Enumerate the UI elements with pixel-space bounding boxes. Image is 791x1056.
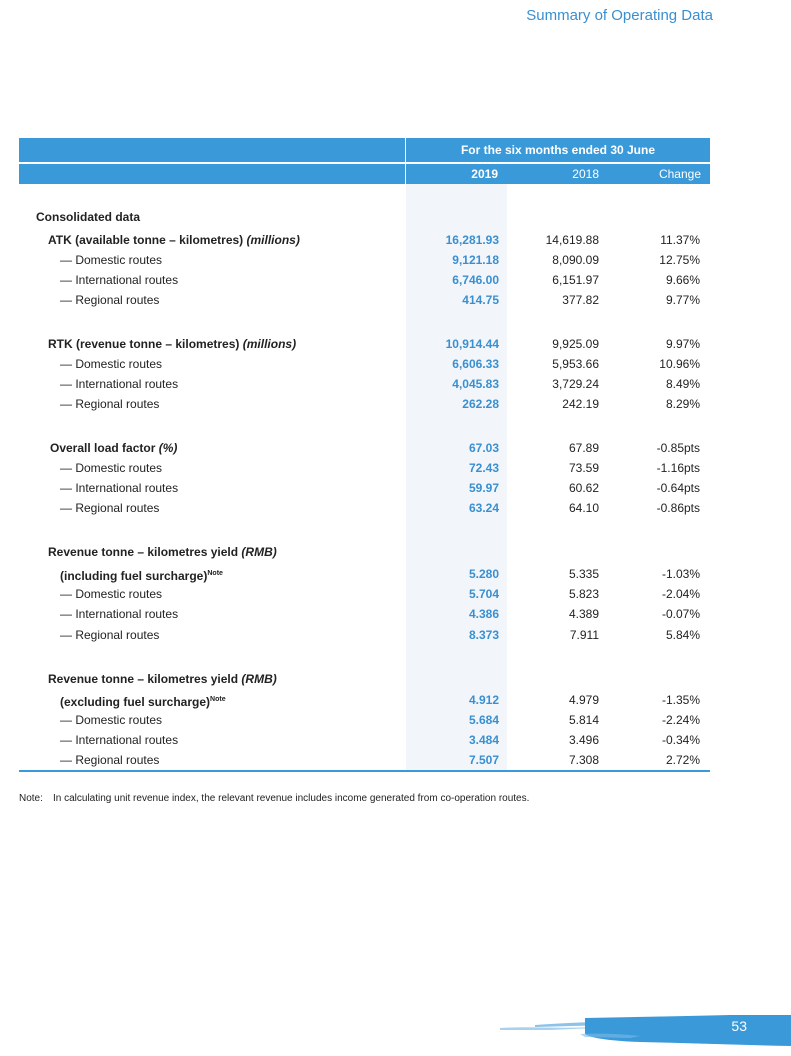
rtk-change: 9.97% <box>665 337 700 351</box>
value-change: 2.72% <box>665 753 700 767</box>
load-factor-row <box>0 439 791 457</box>
row-label: — Domestic routes <box>60 253 163 267</box>
row-label: — Regional routes <box>60 628 160 642</box>
table-row <box>0 479 791 497</box>
rtk-2019: 10,914.44 <box>445 337 499 351</box>
value-change: 12.75% <box>659 253 700 267</box>
value-2019: 72.43 <box>468 461 499 475</box>
table-row <box>0 355 791 373</box>
period-header: For the six months ended 30 June <box>460 143 656 157</box>
row-label: — Regional routes <box>60 293 160 307</box>
row-label: — International routes <box>60 733 179 747</box>
table-row <box>0 271 791 289</box>
row-label: — International routes <box>60 607 179 621</box>
yield-excl-label: Revenue tonne – kilometres yield (RMB) <box>48 672 277 686</box>
atk-2018: 14,619.88 <box>545 233 599 247</box>
yield-excl-row <box>0 691 791 709</box>
value-2019: 6,746.00 <box>452 273 499 287</box>
column-header-change: Change <box>658 167 701 181</box>
row-label: — Domestic routes <box>60 587 163 601</box>
atk-label: ATK (available tonne – kilometres) (millions) <box>48 233 300 247</box>
value-2019: 5.704 <box>468 587 499 601</box>
value-2019: 4.386 <box>468 607 499 621</box>
value-2018: 6,151.97 <box>552 273 599 287</box>
rtk-row <box>0 335 791 353</box>
yield-incl-row <box>0 565 791 583</box>
table-row <box>0 499 791 517</box>
value-2018: 7.911 <box>569 628 599 642</box>
section-title-row <box>0 208 791 226</box>
table-row <box>0 751 791 769</box>
table-row <box>0 711 791 729</box>
yield-excl-title-row <box>0 670 791 688</box>
value-2018: 60.62 <box>568 481 599 495</box>
value-2018: 242.19 <box>562 397 599 411</box>
table-row <box>0 459 791 477</box>
value-2019: 262.28 <box>462 397 499 411</box>
value-2018: 5.814 <box>568 713 599 727</box>
value-2019: 5.684 <box>468 713 499 727</box>
value-2018: 64.10 <box>568 501 599 515</box>
yield-excl-2019: 4.912 <box>468 693 499 707</box>
yield-incl-label: Revenue tonne – kilometres yield (RMB) <box>48 545 277 559</box>
load-factor-2018: 67.89 <box>568 441 599 455</box>
value-2018: 7.308 <box>568 753 599 767</box>
load-factor-change: -0.85pts <box>656 441 700 455</box>
yield-excl-sublabel: (excluding fuel surcharge)$^{Note}$ <box>60 695 226 709</box>
value-2018: 3,729.24 <box>552 377 599 391</box>
column-header-2019: 2019 <box>471 167 498 181</box>
table-row <box>0 291 791 309</box>
value-change: -0.86pts <box>656 501 700 515</box>
value-change: -0.07% <box>661 607 700 621</box>
value-change: 5.84% <box>665 628 700 642</box>
yield-incl-2019: 5.280 <box>468 567 499 581</box>
footnote-text: In calculating unit revenue index, the relevant revenue includes income generated from co-operation routes. <box>53 793 530 804</box>
value-2019: 3.484 <box>468 733 499 747</box>
yield-incl-title-row <box>0 543 791 561</box>
value-change: 8.29% <box>665 397 700 411</box>
value-change: -0.34% <box>661 733 700 747</box>
value-2018: 73.59 <box>568 461 599 475</box>
value-change: -2.24% <box>661 713 700 727</box>
section-title: Consolidated data <box>36 210 141 224</box>
footnote <box>19 793 529 804</box>
row-label: — Regional routes <box>60 397 160 411</box>
value-change: 8.49% <box>665 377 700 391</box>
value-2018: 3.496 <box>568 733 599 747</box>
column-header-2018: 2018 <box>572 167 599 181</box>
atk-row <box>0 231 791 249</box>
value-2018: 4.389 <box>568 607 599 621</box>
table-row <box>0 375 791 393</box>
yield-incl-change: -1.03% <box>661 567 700 581</box>
footnote-label: Note: <box>19 793 43 804</box>
value-2018: 5.823 <box>568 587 599 601</box>
value-2018: 5,953.66 <box>552 357 599 371</box>
value-2019: 414.75 <box>462 293 499 307</box>
note-marker: Note <box>210 696 226 703</box>
table-row <box>0 605 791 623</box>
yield-excl-2018: 4.979 <box>568 693 599 707</box>
page-header-title: Summary of Operating Data <box>526 7 713 24</box>
value-2019: 59.97 <box>468 481 499 495</box>
value-change: 9.77% <box>665 293 700 307</box>
row-label: — International routes <box>60 377 179 391</box>
value-change: -2.04% <box>661 587 700 601</box>
value-change: -0.64pts <box>656 481 700 495</box>
value-2019: 8.373 <box>468 628 499 642</box>
row-label: — Regional routes <box>60 753 160 767</box>
value-change: 10.96% <box>659 357 700 371</box>
value-2018: 377.82 <box>562 293 599 307</box>
atk-2019: 16,281.93 <box>445 233 499 247</box>
rtk-label: RTK (revenue tonne – kilometres) (millions) <box>48 337 297 351</box>
rtk-2018: 9,925.09 <box>552 337 599 351</box>
row-label: — International routes <box>60 481 179 495</box>
row-label: — Domestic routes <box>60 713 163 727</box>
atk-change: 11.37% <box>660 233 700 247</box>
row-label: — International routes <box>60 273 179 287</box>
load-factor-2019: 67.03 <box>468 441 499 455</box>
value-2019: 7.507 <box>468 753 499 767</box>
value-2019: 6,606.33 <box>452 357 499 371</box>
value-change: 9.66% <box>665 273 700 287</box>
value-change: -1.16pts <box>656 461 700 475</box>
note-marker: Note <box>207 570 223 577</box>
table-bottom-rule <box>19 770 710 772</box>
value-2019: 63.24 <box>468 501 499 515</box>
table-row <box>0 731 791 749</box>
row-label: — Domestic routes <box>60 357 163 371</box>
yield-incl-sublabel: (including fuel surcharge)$^{Note}$ <box>60 569 223 583</box>
row-label: — Regional routes <box>60 501 160 515</box>
yield-incl-2018: 5.335 <box>568 567 599 581</box>
page-number: 53 <box>731 1018 747 1034</box>
table-row <box>0 251 791 269</box>
table-row <box>0 626 791 644</box>
load-factor-label: Overall load factor (%) <box>50 441 178 455</box>
table-row <box>0 395 791 413</box>
value-2019: 9,121.18 <box>452 253 499 267</box>
yield-excl-change: -1.35% <box>661 693 700 707</box>
row-label: — Domestic routes <box>60 461 163 475</box>
value-2018: 8,090.09 <box>552 253 599 267</box>
table-row <box>0 585 791 603</box>
value-2019: 4,045.83 <box>452 377 499 391</box>
